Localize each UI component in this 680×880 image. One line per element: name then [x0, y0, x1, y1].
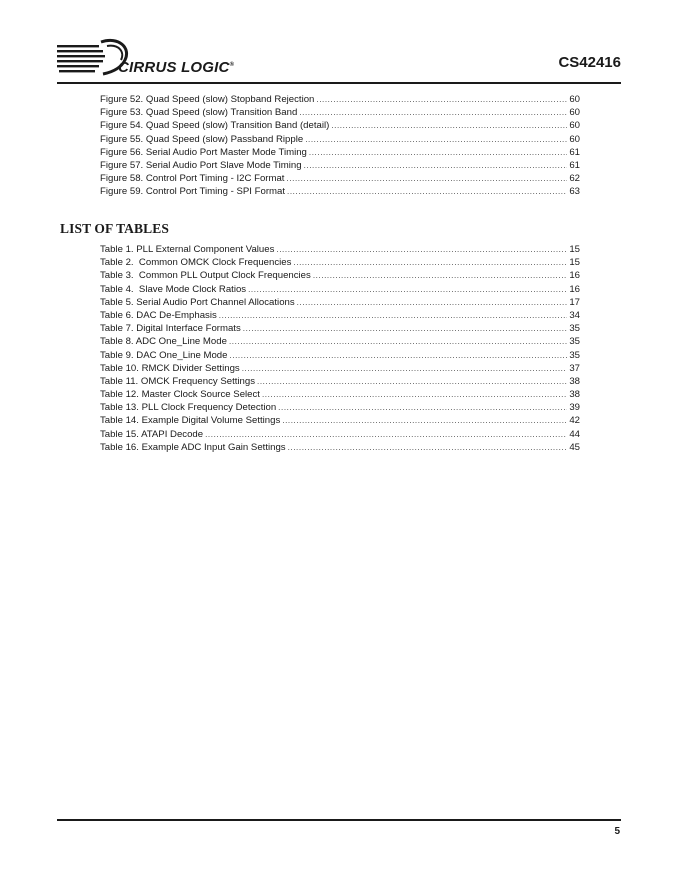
toc-entry-figure-56[interactable]: Figure 56. Serial Audio Port Master Mode Timing ..... 61 [100, 146, 580, 159]
toc-entry-table-15[interactable]: Table 15. ATAPI Decode ..... 44 [100, 428, 580, 441]
toc-entry-table-4[interactable]: Table 4. Slave Mode Clock Ratios ..... 16 [100, 283, 580, 296]
toc-entry-table-9[interactable]: Table 9. DAC One_Line Mode ..... 35 [100, 349, 580, 362]
toc-entry-figure-53[interactable]: Figure 53. Quad Speed (slow) Transition Band ..... 60 [100, 106, 580, 119]
document-id: CS42416 [558, 54, 621, 71]
page-number: 5 [614, 826, 620, 837]
toc-entry-table-14[interactable]: Table 14. Example Digital Volume Settings ..... 42 [100, 414, 580, 427]
header-rule [57, 82, 621, 84]
toc-entry-figure-57[interactable]: Figure 57. Serial Audio Port Slave Mode Timing ..... 61 [100, 159, 580, 172]
footer-rule [57, 819, 621, 821]
toc-entry-table-7[interactable]: Table 7. Digital Interface Formats ..... 35 [100, 322, 580, 335]
list-of-figures [100, 93, 580, 199]
toc-entry-table-11[interactable]: Table 11. OMCK Frequency Settings ..... 38 [100, 375, 580, 388]
list-of-tables-heading: LIST OF TABLES [60, 221, 169, 236]
toc-entry-table-10[interactable]: Table 10. RMCK Divider Settings ..... 37 [100, 362, 580, 375]
toc-entry-figure-54[interactable]: Figure 54. Quad Speed (slow) Transition Band (detail) ..... 60 [100, 119, 580, 132]
toc-entry-table-8[interactable]: Table 8. ADC One_Line Mode ..... 35 [100, 335, 580, 348]
toc-entry-figure-59[interactable]: Figure 59. Control Port Timing - SPI Format ..... 63 [100, 185, 580, 198]
toc-entry-table-1[interactable]: Table 1. PLL External Component Values ..... 15 [100, 243, 580, 256]
toc-entry-figure-55[interactable]: Figure 55. Quad Speed (slow) Passband Ripple ..... 60 [100, 133, 580, 146]
toc-entry-table-5[interactable]: Table 5. Serial Audio Port Channel Allocations ..... 17 [100, 296, 580, 309]
toc-entry-figure-58[interactable]: Figure 58. Control Port Timing - I2C Format ..... 62 [100, 172, 580, 185]
toc-entry-figure-52[interactable]: Figure 52. Quad Speed (slow) Stopband Rejection ..... 60 [100, 93, 580, 106]
company-name: CIRRUS LOGIC® [118, 59, 235, 76]
toc-entry-table-12[interactable]: Table 12. Master Clock Source Select ..... 38 [100, 388, 580, 401]
toc-entry-table-2[interactable]: Table 2. Common OMCK Clock Frequencies ..... 15 [100, 256, 580, 269]
toc-entry-table-16[interactable]: Table 16. Example ADC Input Gain Settings ..... 45 [100, 441, 580, 454]
toc-entry-table-3[interactable]: Table 3. Common PLL Output Clock Frequencies ..... 16 [100, 269, 580, 282]
list-of-tables [100, 243, 580, 454]
toc-entry-table-6[interactable]: Table 6. DAC De-Emphasis ..... 34 [100, 309, 580, 322]
toc-entry-table-13[interactable]: Table 13. PLL Clock Frequency Detection ..... 39 [100, 401, 580, 414]
